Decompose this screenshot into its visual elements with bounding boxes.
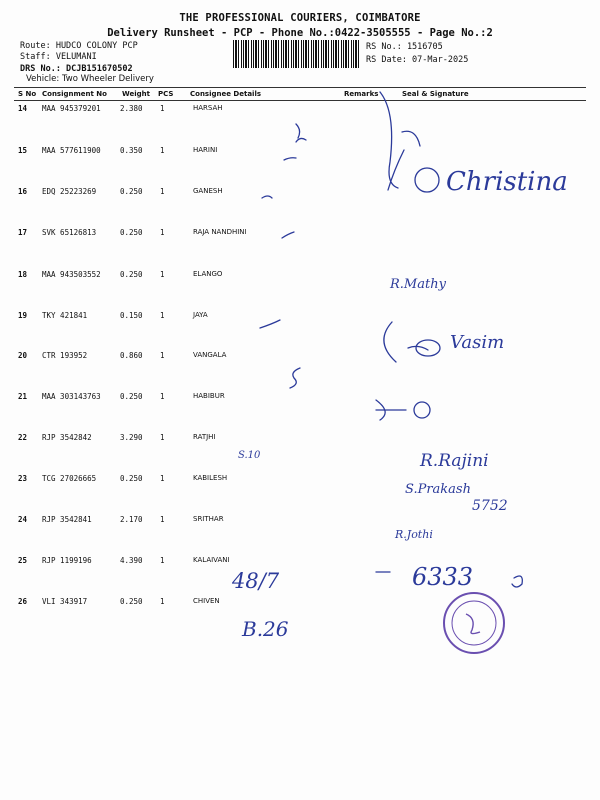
row-pcs: 1 bbox=[160, 433, 165, 442]
ink-mark bbox=[384, 322, 396, 362]
row-weight: 0.250 bbox=[120, 187, 143, 196]
row-weight: 0.250 bbox=[120, 597, 143, 606]
row-consignment: SVK 65126813 bbox=[42, 228, 97, 237]
courier-stamp bbox=[444, 593, 504, 653]
ink-mark bbox=[296, 138, 306, 142]
note-b26: B.26 bbox=[242, 617, 289, 641]
row-consignee: RATJHI bbox=[193, 433, 216, 441]
col-weight: Weight bbox=[122, 90, 150, 98]
row-weight: 4.390 bbox=[120, 556, 143, 565]
row-consignee: ELANGO bbox=[193, 270, 223, 278]
drs-number: DRS No.: DCJB151670502 bbox=[20, 64, 133, 74]
ink-circle bbox=[415, 168, 439, 192]
ink-mark bbox=[402, 131, 420, 146]
row-pcs: 1 bbox=[160, 104, 165, 113]
row-pcs: 1 bbox=[160, 515, 165, 524]
row-sno: 15 bbox=[18, 146, 28, 155]
row-weight: 0.350 bbox=[120, 146, 143, 155]
row-sno: 23 bbox=[18, 474, 28, 483]
row-consignment: MAA 943503552 bbox=[42, 270, 101, 279]
ink-mark bbox=[282, 232, 294, 238]
row-consignment: TCG 27026665 bbox=[42, 474, 97, 483]
row-pcs: 1 bbox=[160, 597, 165, 606]
row-consignment: EDQ 25223269 bbox=[42, 187, 97, 196]
col-sno: S No bbox=[18, 90, 37, 98]
row-weight: 0.250 bbox=[120, 392, 143, 401]
row-sno: 26 bbox=[18, 597, 28, 606]
signature-5752: 5752 bbox=[472, 498, 508, 514]
row-weight: 0.250 bbox=[120, 474, 143, 483]
company-title: THE PROFESSIONAL COURIERS, COIMBATORE bbox=[179, 12, 421, 24]
row-consignee: KABILESH bbox=[193, 474, 228, 482]
row-weight: 0.150 bbox=[120, 311, 143, 320]
row-consignment: MAA 303143763 bbox=[42, 392, 101, 401]
row-consignment: RJP 3542841 bbox=[42, 515, 92, 524]
row-weight: 2.380 bbox=[120, 104, 143, 113]
row-consignee: HABIBUR bbox=[193, 392, 225, 400]
row-consignee: HARINI bbox=[193, 146, 218, 154]
ink-circle bbox=[416, 340, 440, 356]
route-label: Route: HUDCO COLONY PCP bbox=[20, 41, 138, 51]
ink-mark bbox=[262, 196, 272, 198]
col-consignee: Consignee Details bbox=[190, 90, 262, 98]
row-consignment: MAA 577611900 bbox=[42, 146, 101, 155]
row-consignee: CHIVEN bbox=[193, 597, 220, 605]
row-consignment: VLI 343917 bbox=[42, 597, 88, 606]
ink-mark bbox=[260, 320, 280, 328]
row-consignment: RJP 3542842 bbox=[42, 433, 92, 442]
row-consignment: CTR 193952 bbox=[42, 351, 88, 360]
row-sno: 22 bbox=[18, 433, 28, 442]
row-weight: 0.250 bbox=[120, 270, 143, 279]
vehicle-label: Vehicle: Two Wheeler Delivery bbox=[26, 74, 154, 84]
row-consignee: GANESH bbox=[193, 187, 223, 195]
rs-number: RS No.: 1516705 bbox=[366, 42, 443, 52]
col-consignment: Consignment No bbox=[42, 90, 107, 98]
signature-6333: 6333 bbox=[412, 563, 474, 591]
ink-circle bbox=[414, 402, 430, 418]
row-consignee: VANGALA bbox=[193, 351, 227, 359]
signature-rajini: R.Rajini bbox=[420, 451, 489, 471]
row-pcs: 1 bbox=[160, 187, 165, 196]
row-pcs: 1 bbox=[160, 392, 165, 401]
row-sno: 16 bbox=[18, 187, 28, 196]
row-sno: 19 bbox=[18, 311, 28, 320]
row-pcs: 1 bbox=[160, 146, 165, 155]
row-sno: 21 bbox=[18, 392, 28, 401]
ink-mark bbox=[376, 400, 406, 420]
ink-mark bbox=[408, 346, 428, 350]
row-consignment: MAA 945379201 bbox=[42, 104, 101, 113]
row-sno: 20 bbox=[18, 351, 28, 360]
row-sno: 17 bbox=[18, 228, 28, 237]
row-consignee: SRITHAR bbox=[193, 515, 224, 523]
row-consignee: HARSAH bbox=[193, 104, 223, 112]
note-48-7: 48/7 bbox=[232, 569, 280, 593]
row-pcs: 1 bbox=[160, 311, 165, 320]
row-weight: 0.250 bbox=[120, 228, 143, 237]
note-s10: S.10 bbox=[238, 450, 261, 461]
ink-mark bbox=[290, 368, 300, 388]
staff-label: Staff: VELUMANI bbox=[20, 52, 97, 62]
row-pcs: 1 bbox=[160, 351, 165, 360]
row-consignee: RAJA NANDHINI bbox=[193, 228, 247, 236]
row-consignee: JAYA bbox=[193, 311, 208, 319]
row-sno: 14 bbox=[18, 104, 28, 113]
row-weight: 2.170 bbox=[120, 515, 143, 524]
signature-prakash: S.Prakash bbox=[405, 482, 471, 497]
col-pcs: PCS bbox=[158, 90, 174, 98]
row-sno: 18 bbox=[18, 270, 28, 279]
ink-mark bbox=[296, 124, 300, 138]
ink-mark bbox=[284, 158, 296, 160]
signature-jothi: R.Jothi bbox=[395, 528, 433, 541]
row-consignee: KALAIVANI bbox=[193, 556, 230, 564]
row-pcs: 1 bbox=[160, 556, 165, 565]
rs-date: RS Date: 07-Mar-2025 bbox=[366, 55, 469, 65]
row-consignment: RJP 1199196 bbox=[42, 556, 92, 565]
row-sno: 25 bbox=[18, 556, 28, 565]
row-consignment: TKY 421841 bbox=[42, 311, 88, 320]
row-sno: 24 bbox=[18, 515, 28, 524]
row-weight: 0.860 bbox=[120, 351, 143, 360]
row-pcs: 1 bbox=[160, 270, 165, 279]
col-remarks: Remarks bbox=[344, 90, 379, 98]
signature-christina: Christina bbox=[446, 167, 568, 197]
signature-mathy: R.Mathy bbox=[390, 277, 446, 292]
ink-mark bbox=[512, 576, 522, 587]
row-pcs: 1 bbox=[160, 228, 165, 237]
ink-mark bbox=[380, 92, 398, 188]
runsheet-subtitle: Delivery Runsheet - PCP - Phone No.:0422-3505555 - Page No.:2 bbox=[107, 27, 493, 39]
col-seal-signature: Seal & Signature bbox=[402, 90, 469, 98]
signature-vasim: Vasim bbox=[450, 332, 505, 353]
row-pcs: 1 bbox=[160, 474, 165, 483]
row-weight: 3.290 bbox=[120, 433, 143, 442]
